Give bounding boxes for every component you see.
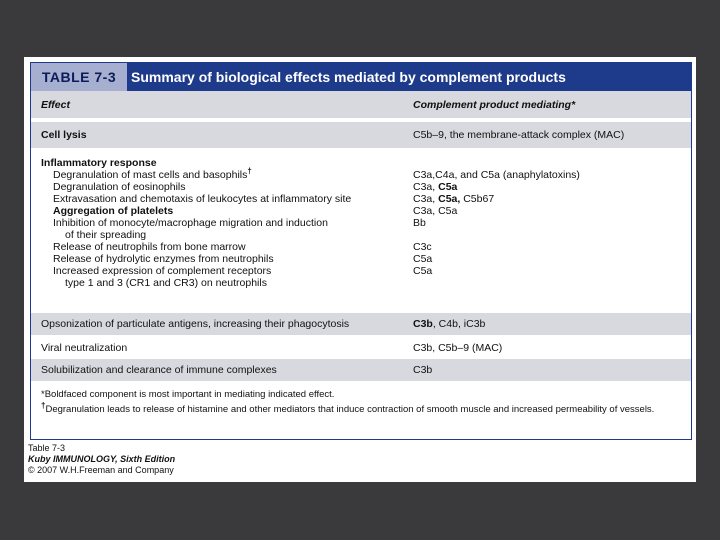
- table-frame: [30, 62, 692, 440]
- table-number: TABLE 7-3: [31, 63, 127, 91]
- list-item: Degranulation of eosinophils: [53, 181, 186, 193]
- list-item: Release of hydrolytic enzymes from neutrophils: [53, 253, 274, 265]
- product-text: Bb: [413, 217, 426, 229]
- effect-text: Degranulation of mast cells and basophils: [53, 169, 248, 181]
- product-part: , C4b, iC3b: [432, 318, 486, 330]
- spacer: [413, 229, 580, 241]
- product-text: C3a,C4a, and C5a (anaphylatoxins): [413, 169, 580, 181]
- product-text: [413, 181, 580, 193]
- spacer: [413, 157, 580, 169]
- product-text: C5a: [413, 265, 433, 277]
- product-text: [413, 193, 580, 205]
- list-item: Inhibition of monocyte/macrophage migration and induction: [53, 217, 328, 229]
- product-part: C3a,: [413, 193, 439, 205]
- row-inflammatory-response: [31, 155, 691, 309]
- column-header-product: Complement product mediating*: [413, 99, 576, 111]
- list-item-continuation: of their spreading: [65, 229, 147, 241]
- product-cell-lysis: C5b–9, the membrane-attack complex (MAC): [413, 129, 625, 141]
- footnote-block: [41, 389, 681, 416]
- column-header-effect: Effect: [41, 99, 70, 111]
- row-viral-neutralization: [31, 337, 691, 359]
- table-title-bar: [31, 63, 691, 91]
- product-text: C3c: [413, 241, 432, 253]
- row-opsonization: [31, 313, 691, 335]
- product-bold: C5a,: [438, 193, 461, 205]
- effect-cell-lysis: Cell lysis: [41, 129, 87, 141]
- row-solubilization: [31, 359, 691, 381]
- dagger-mark: †: [41, 400, 46, 410]
- product-solubilization: C3b: [413, 364, 433, 376]
- effect-solubilization: Solubilization and clearance of immune complexes: [41, 364, 277, 376]
- list-item: Increased expression of complement receptors: [53, 265, 272, 277]
- column-header-row: [31, 91, 691, 118]
- product-bold: C5a: [438, 181, 458, 193]
- product-part: C5b67: [460, 193, 495, 205]
- footnote-dagger-text: Degranulation leads to release of histamine and other mediators that induce contraction of smooth muscle and increased permeability of vessels.: [45, 404, 655, 415]
- list-item: Aggregation of platelets: [53, 205, 174, 217]
- footnotes: [31, 387, 691, 439]
- caption-copyright: © 2007 W.H.Freeman and Company: [28, 465, 174, 475]
- dagger-mark: †: [247, 166, 252, 176]
- product-bold: C3b: [413, 318, 433, 330]
- list-item: Extravasation and chemotaxis of leukocytes at inflammatory site: [53, 193, 352, 205]
- product-viral: C3b, C5b–9 (MAC): [413, 342, 503, 354]
- footnote-star: *Boldfaced component is most important in mediating indicated effect.: [41, 389, 335, 400]
- product-text: C3a, C5a: [413, 205, 458, 217]
- table-title: Summary of biological effects mediated by complement products: [131, 69, 566, 85]
- inflammatory-heading: Inflammatory response: [41, 157, 157, 169]
- product-column: [413, 157, 580, 277]
- footnote-dagger: [41, 400, 681, 416]
- product-part: C3a,: [413, 181, 439, 193]
- caption-table-number: Table 7-3: [28, 443, 66, 453]
- effect-column: [41, 157, 351, 289]
- list-item-continuation: type 1 and 3 (CR1 and CR3) on neutrophils: [65, 277, 267, 289]
- product-text: C5a: [413, 253, 433, 265]
- caption-book-title: Kuby IMMUNOLOGY, Sixth Edition: [28, 454, 176, 464]
- effect-viral: Viral neutralization: [41, 342, 128, 354]
- product-opsonization: [413, 318, 485, 330]
- table-slide: [24, 57, 696, 482]
- list-item: [53, 166, 351, 181]
- list-item: Release of neutrophils from bone marrow: [53, 241, 246, 253]
- effect-opsonization: Opsonization of particulate antigens, increasing their phagocytosis: [41, 318, 350, 330]
- source-caption: [28, 443, 175, 476]
- row-cell-lysis: [31, 122, 691, 148]
